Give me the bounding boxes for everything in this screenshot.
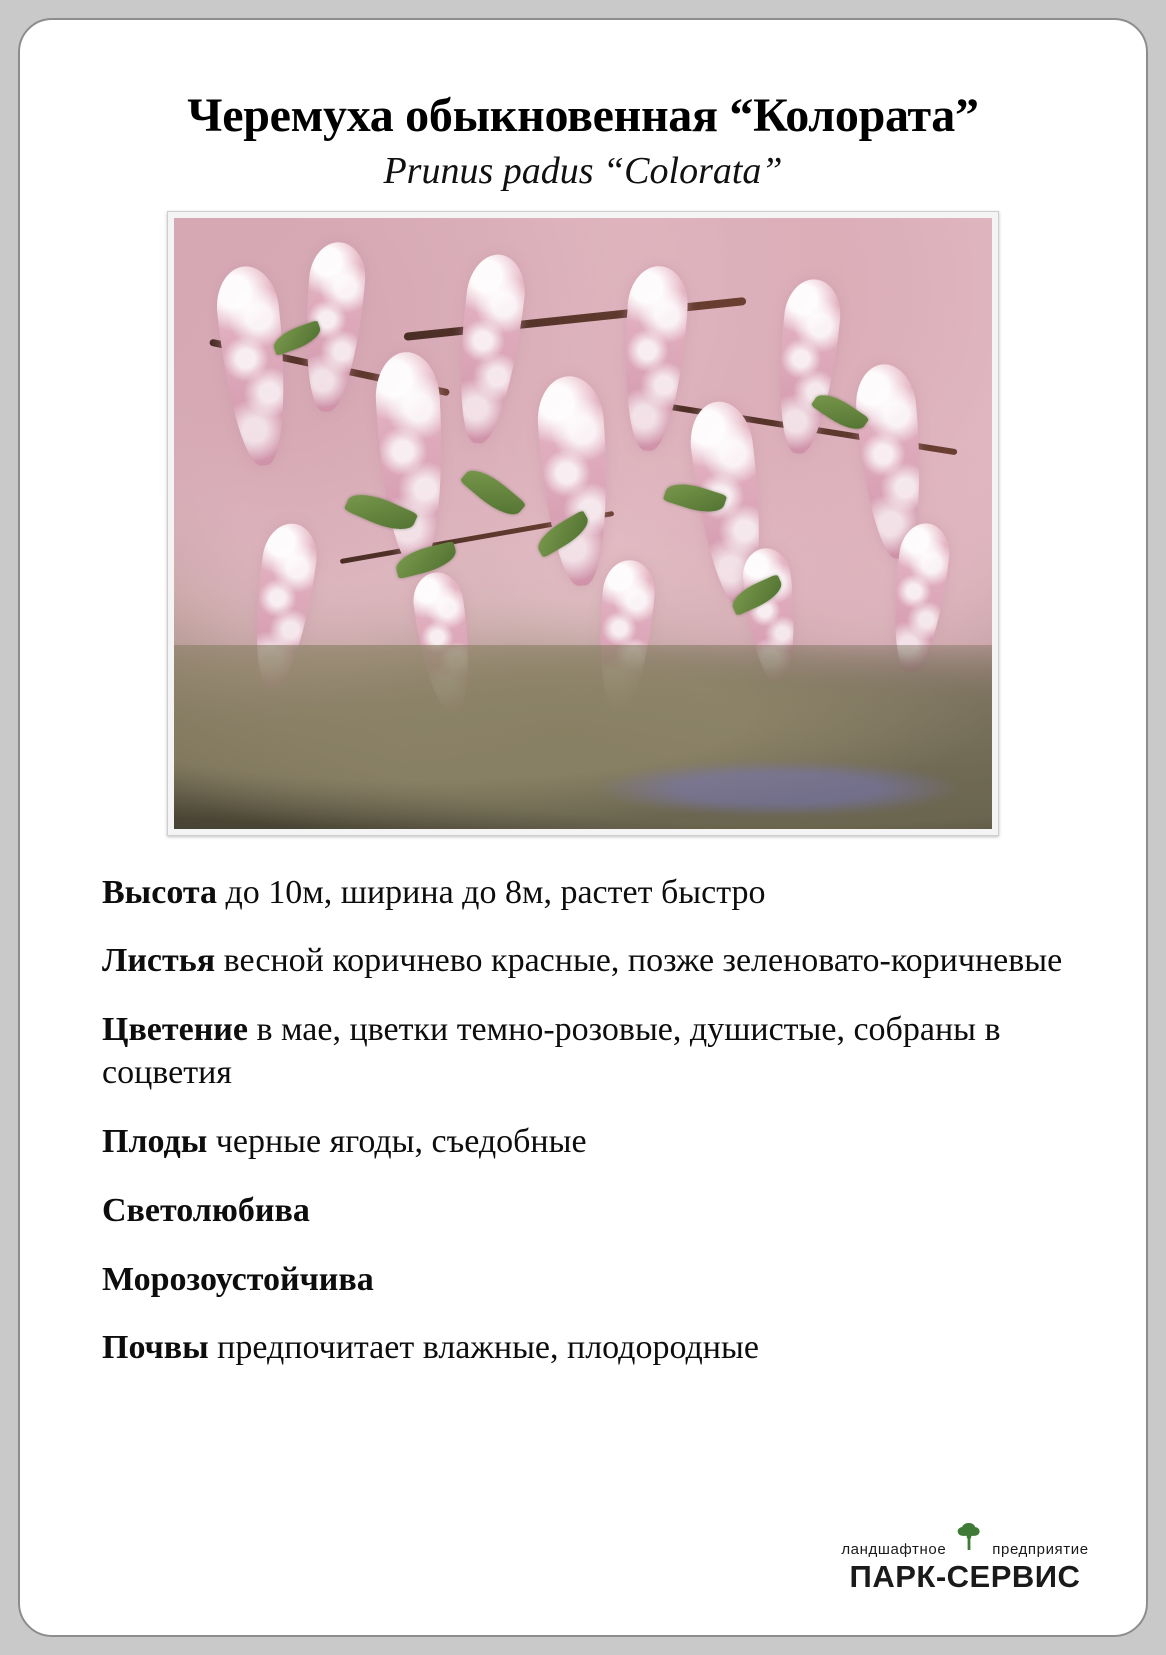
fact-item xyxy=(102,940,1080,983)
fact-item xyxy=(102,1190,1080,1233)
fact-label: Листья xyxy=(102,942,216,980)
company-logo xyxy=(840,1520,1090,1595)
fact-text: в мае, цветки темно-розовые, душистые, собраны в соцветия xyxy=(102,1011,1001,1092)
fact-label: Морозоустойчива xyxy=(102,1260,374,1298)
card-content xyxy=(20,20,1146,1635)
logo-name: ПАРК-СЕРВИС xyxy=(849,1559,1081,1594)
logo-tagline-left: ландшафтное xyxy=(841,1541,947,1558)
fact-label: Плоды xyxy=(102,1122,208,1160)
plant-photo xyxy=(174,218,992,829)
fact-text: предпочитает влажные, плодородные xyxy=(208,1329,759,1367)
fact-label: Светолюбива xyxy=(102,1191,310,1229)
fact-item xyxy=(102,872,1080,915)
plant-info-card xyxy=(18,18,1148,1637)
fact-label: Почвы xyxy=(102,1329,209,1367)
fact-text: до 10м, ширина до 8м, растет быстро xyxy=(216,873,766,911)
page-title: Черемуха обыкновенная “Колората” xyxy=(187,89,979,142)
logo-tagline-right: предприятие xyxy=(992,1541,1089,1558)
fact-item xyxy=(102,1259,1080,1302)
tree-icon xyxy=(952,1520,986,1558)
fact-text: весной коричнево красные, позже зеленовато-коричневые xyxy=(215,942,1063,980)
fact-item xyxy=(102,1327,1080,1370)
fact-text: черные ягоды, съедобные xyxy=(207,1122,587,1160)
fact-item xyxy=(102,1009,1080,1095)
fact-label: Цветение xyxy=(102,1011,248,1049)
fact-item xyxy=(102,1121,1080,1164)
plant-photo-frame xyxy=(167,211,999,836)
fact-label: Высота xyxy=(102,873,217,911)
latin-name: Prunus padus “Colorata” xyxy=(383,149,783,192)
logo-tagline xyxy=(840,1520,1090,1558)
photo-blue-flowers xyxy=(599,761,959,816)
fact-list xyxy=(102,872,1080,1371)
